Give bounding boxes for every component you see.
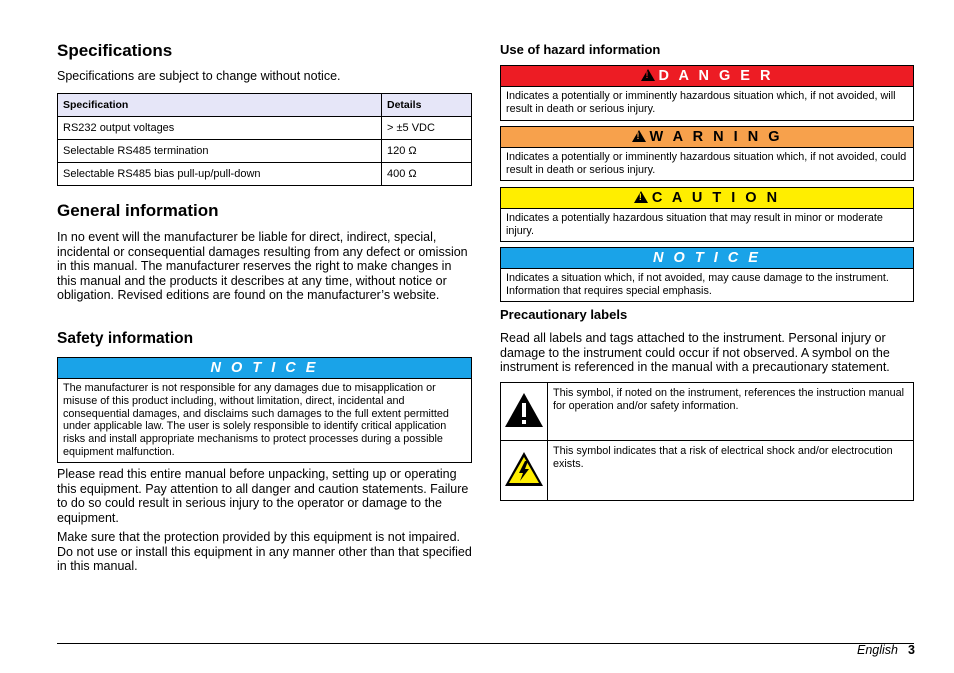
safety-notice-box — [57, 357, 472, 463]
warning-title: W A R N I N G — [649, 129, 783, 145]
notice-box — [500, 247, 914, 302]
caution-bar — [501, 188, 913, 209]
symbol-description: This symbol indicates that a risk of electrical shock and/or electrocution exists. — [548, 441, 914, 501]
table-cell: RS232 output voltages — [58, 117, 382, 140]
warning-triangle-icon — [641, 69, 655, 81]
safety-paragraph-1: Please read this entire manual before unpacking, setting up or operating this equipment. Pay attention to all danger and caution statements. Failure to do so could result in serious injury to the operator or damage to the equipment. — [57, 467, 469, 525]
specifications-intro: Specifications are subject to change without notice. — [57, 69, 341, 83]
footer-language: English — [857, 643, 898, 657]
notice-text: The manufacturer is not responsible for any damages due to misapplication or misuse of this product including, without limitation, direct, incidental and consequential damages, and disclaims such damages to the full extent permitted under applicable law. The user is solely responsible to identify critical application risks and install appropriate mechanisms to protect processes during a possible equipment malfunction. — [63, 382, 449, 458]
symbol-description: This symbol, if noted on the instrument, references the instruction manual for operation and/or safety information. — [548, 383, 914, 441]
caution-box — [500, 187, 914, 242]
specifications-table — [57, 93, 472, 186]
specifications-heading: Specifications — [57, 41, 173, 60]
safety-paragraph-2: Make sure that the protection provided by this equipment is not impaired. Do not use or install this equipment in any manner other than that specified in this manual. — [57, 530, 472, 573]
general-information-heading: General information — [57, 201, 219, 220]
symbol-cell — [501, 441, 548, 501]
notice-title: N O T I C E — [653, 250, 761, 266]
notice-title: N O T I C E — [210, 360, 319, 376]
warning-box — [500, 126, 914, 181]
precautionary-labels-heading: Precautionary labels — [500, 307, 628, 322]
symbols-table — [500, 382, 914, 501]
table-row — [501, 383, 914, 441]
table-row — [58, 117, 472, 140]
table-cell: Selectable RS485 bias pull-up/pull-down — [58, 163, 382, 186]
danger-text: Indicates a potentially or imminently hazardous situation which, if not avoided, will result in death or serious injury. — [506, 90, 896, 115]
table-cell: > ±5 VDC — [382, 117, 472, 140]
safety-information-heading: Safety information — [57, 330, 194, 347]
table-cell: Selectable RS485 termination — [58, 140, 382, 163]
notice-text: Indicates a situation which, if not avoided, may cause damage to the instrument. Information that requires special emphasis. — [506, 272, 889, 297]
warning-bar — [501, 127, 913, 148]
precautionary-intro: Read all labels and tags attached to the instrument. Personal injury or damage to the instrument could occur if not observed. A symbol on the instrument is referenced in the manual with a precautionary statement. — [500, 331, 890, 374]
warning-triangle-icon — [634, 191, 648, 203]
table-cell: 120 Ω — [382, 140, 472, 163]
footer-divider — [57, 643, 914, 644]
danger-title: D A N G E R — [658, 68, 774, 84]
electrical-shock-icon — [503, 450, 545, 488]
table-cell: 400 Ω — [382, 163, 472, 186]
warning-triangle-icon — [632, 130, 646, 142]
notice-bar — [58, 358, 471, 379]
general-information-text: In no event will the manufacturer be liable for direct, indirect, special, incidental or consequential damages resulting from any defect or omission in this manual. The manufacturer reserves the right to make changes in this manual and the products it describes at any time, without notice or obligation. Revised editions are found on the manufacturer’s website. — [57, 230, 468, 302]
notice-bar — [501, 248, 913, 269]
danger-bar — [501, 66, 913, 87]
table-row — [501, 441, 914, 501]
caution-text: Indicates a potentially hazardous situation that may result in minor or moderate injury. — [506, 212, 883, 237]
table-header-details: Details — [382, 94, 472, 117]
table-row — [58, 140, 472, 163]
danger-box — [500, 65, 914, 121]
table-header-specification: Specification — [58, 94, 382, 117]
caution-title: C A U T I O N — [651, 190, 781, 206]
warning-triangle-icon — [503, 391, 545, 429]
symbol-cell — [501, 383, 548, 441]
page-number: 3 — [908, 643, 915, 657]
warning-text: Indicates a potentially or imminently hazardous situation which, if not avoided, could result in death or serious injury. — [506, 151, 907, 176]
hazard-heading: Use of hazard information — [500, 42, 661, 57]
table-header-row — [58, 94, 472, 117]
table-row — [58, 163, 472, 186]
